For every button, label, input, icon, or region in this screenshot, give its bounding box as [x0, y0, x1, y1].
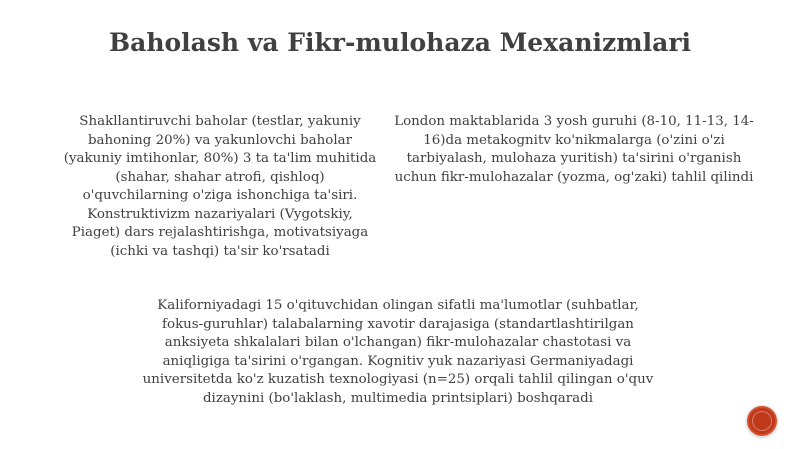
circle-button-icon [752, 411, 772, 431]
left-text-block: Shakllantiruvchi baholar (testlar, yakuniy bahoning 20%) va yakunlovchi baholar (yakuniy imtihonlar, 80%) 3 ta ta'lim muhitida (shahar, shahar atrofi, qishloq) o'quvchilarning o'ziga ishonchiga ta'siri. Konstruktivizm nazariyalari (Vygotskiy, Piaget) dars rejalashtirishga, motivatsiyaga (ichki va tashqi) ta'sir ko'rsatadi [63, 114, 377, 259]
right-text-block: London maktablarida 3 yosh guruhi (8-10, 11-13, 14-16)da metakognitv ko'nikmalarga (o'zini o'zi tarbiyalash, mulohaza yuritish) ta'sirini o'rganish uchun fikr-mulohazalar (yozma, og'zaki) tahlil qilindi [394, 114, 754, 185]
next-slide-button[interactable] [747, 406, 777, 436]
slide-title: Baholash va Fikr-mulohaza Mexanizmlari [108, 28, 692, 57]
bottom-text-block: Kaliforniyadagi 15 o'qituvchidan olingan sifatli ma'lumotlar (suhbatlar, fokus-guruhlar) talabalarning xavotir darajasiga (standartlashtirilgan anksiyeta shkalalari bilan o'lchangan) fikr-mulohazalar chastotasi va aniqligiga ta'sirini o'rgangan. Kognitiv yuk nazariyasi Germaniyadagi universitetda ko'z kuzatish texnologiyasi (n=25) orqali tahlil qilingan o'quv dizaynini (bo'laklash, multimedia printsiplari) boshqaradi [142, 298, 654, 406]
